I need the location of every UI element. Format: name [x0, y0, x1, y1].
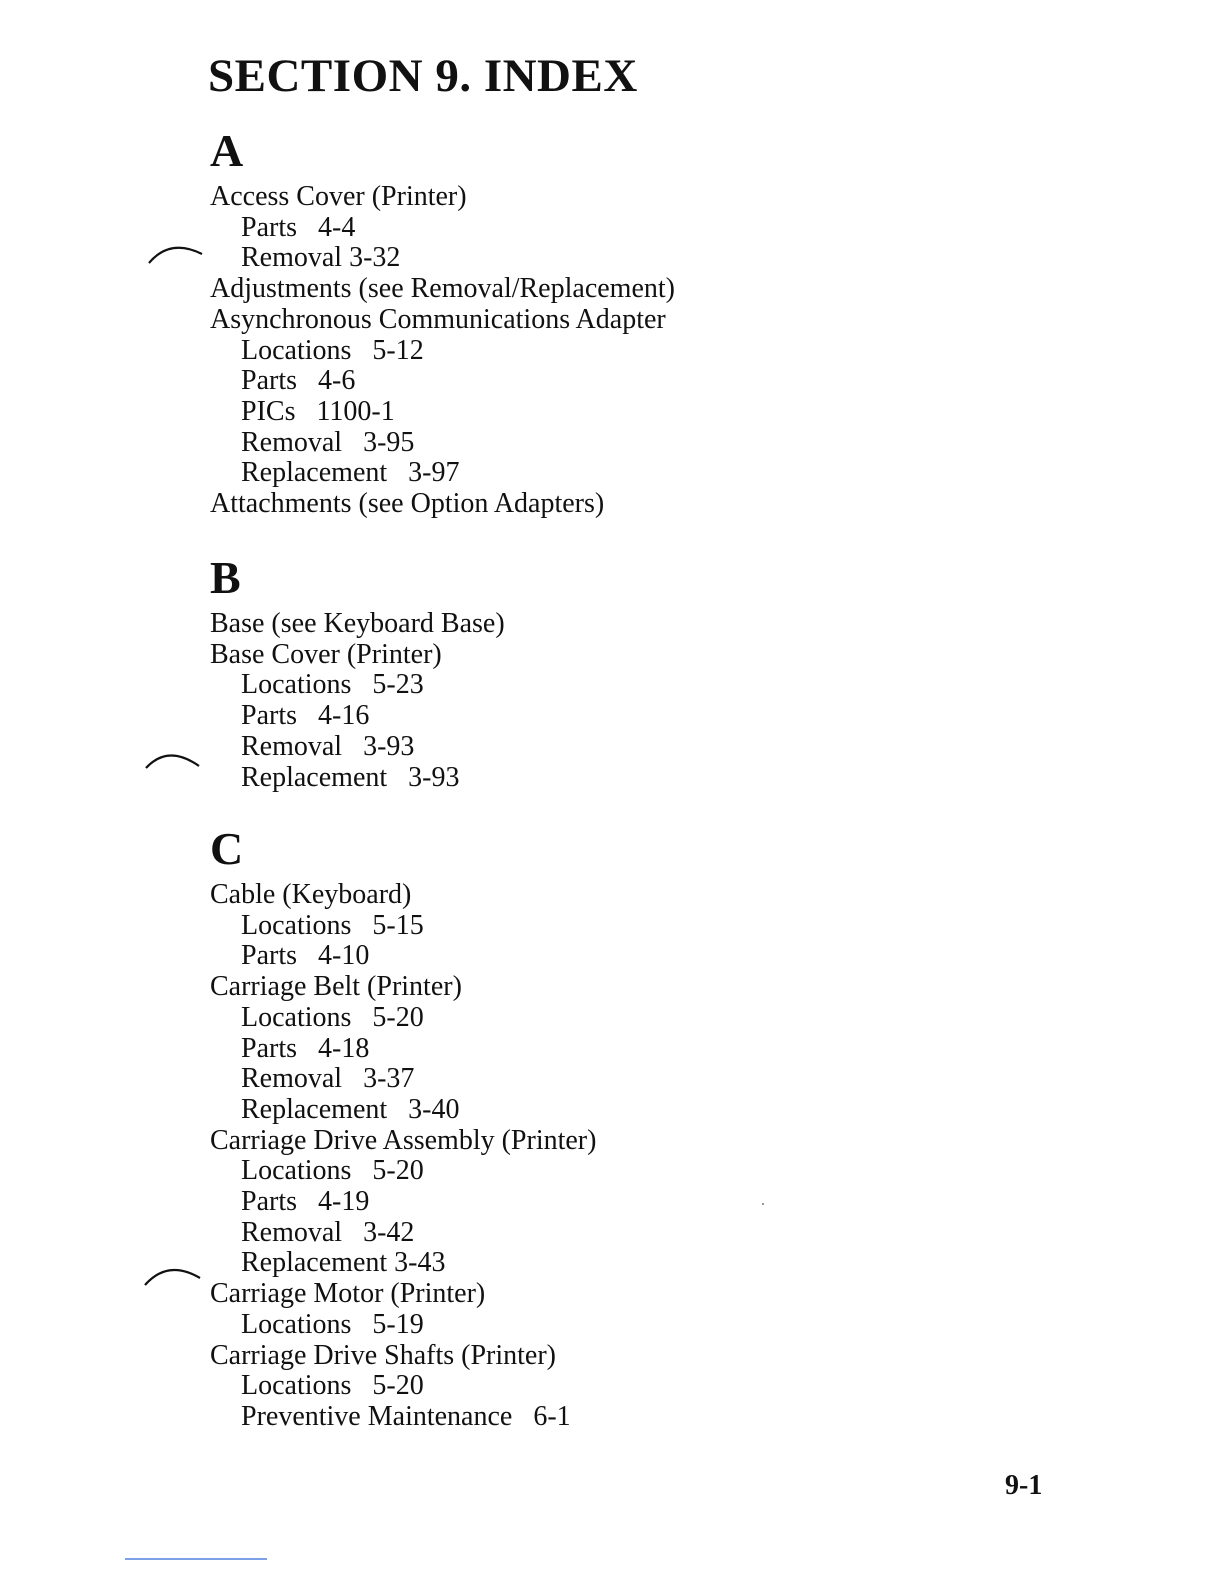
- entry-list: [210, 182, 675, 520]
- index-entry: Carriage Belt (Printer): [210, 971, 462, 1003]
- index-subentry: Parts 4-4: [241, 211, 356, 243]
- index-entry: Cable (Keyboard): [210, 879, 412, 910]
- index-subentry: Removal 3-93: [241, 730, 415, 762]
- index-subentry: Locations 5-20: [241, 1370, 424, 1402]
- index-subentry: Removal 3-32: [241, 242, 401, 274]
- page-title: SECTION 9. INDEX: [208, 50, 638, 102]
- index-entry: Access Cover (Printer): [210, 181, 467, 212]
- index-subentry: Parts 4-19: [241, 1186, 370, 1218]
- section-letter: C: [210, 823, 244, 874]
- section-letter: A: [210, 125, 244, 176]
- index-entry: Base (see Keyboard Base): [210, 608, 505, 639]
- section-letter: B: [210, 552, 241, 603]
- index-subentry: Locations 5-23: [241, 669, 424, 701]
- index-entry: Base Cover (Printer): [210, 638, 442, 670]
- index-subentry: Locations 5-15: [241, 909, 424, 941]
- entry-list: [210, 609, 505, 793]
- index-subentry: Locations 5-20: [241, 1001, 424, 1033]
- index-entry: Carriage Drive Assembly (Printer): [210, 1124, 597, 1156]
- entry-list: [210, 880, 596, 1433]
- index-subentry: Parts 4-10: [241, 940, 370, 972]
- scan-artifact-line: [125, 1558, 267, 1560]
- index-subentry: Locations 5-20: [241, 1155, 424, 1187]
- index-subentry: Replacement 3-43: [241, 1247, 446, 1279]
- index-subentry: Replacement 3-40: [241, 1093, 460, 1125]
- index-entry: Asynchronous Communications Adapter: [210, 303, 666, 335]
- index-subentry: Locations 5-19: [241, 1308, 424, 1340]
- index-subentry: Locations 5-12: [241, 334, 424, 366]
- index-subentry: Removal 3-95: [241, 426, 415, 458]
- binder-hole-mark: [146, 238, 206, 268]
- binder-hole-mark: [143, 746, 203, 776]
- index-subentry: Preventive Maintenance 6-1: [241, 1400, 571, 1432]
- index-entry: Carriage Drive Shafts (Printer): [210, 1339, 556, 1371]
- index-section-c: [210, 824, 596, 1433]
- index-entry: Adjustments (see Removal/Replacement): [210, 273, 675, 305]
- binder-hole-mark: [142, 1260, 202, 1290]
- index-subentry: Parts 4-18: [241, 1032, 370, 1064]
- index-section-a: [210, 126, 675, 520]
- index-subentry: Removal 3-42: [241, 1216, 415, 1248]
- index-subentry: Removal 3-37: [241, 1063, 415, 1095]
- index-subentry: Replacement 3-93: [241, 761, 460, 793]
- index-subentry: Replacement 3-97: [241, 457, 460, 489]
- index-subentry: PICs 1100-1: [241, 395, 395, 427]
- index-entry: Carriage Motor (Printer): [210, 1278, 486, 1310]
- index-subentry: Parts 4-6: [241, 365, 356, 397]
- page-number: 9-1: [1005, 1470, 1043, 1501]
- scan-speck: [762, 1203, 764, 1205]
- index-subentry: Parts 4-16: [241, 700, 370, 732]
- index-entry: Attachments (see Option Adapters): [210, 488, 605, 520]
- index-section-b: [210, 553, 505, 793]
